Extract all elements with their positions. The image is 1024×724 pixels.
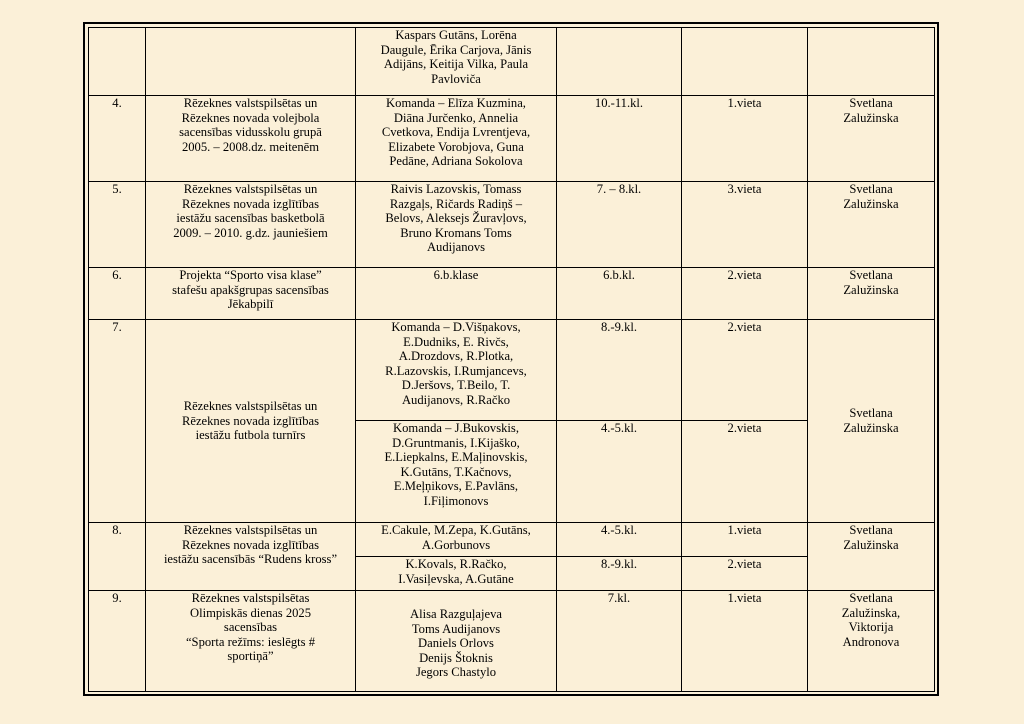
cell-event [146,28,356,96]
cell-number: 5. [89,182,146,268]
cell-place: 1.vieta [682,591,808,692]
cell-teacher: Svetlana Zalužinska, Viktorija Andronova [808,591,935,692]
cell-grade [557,28,682,96]
cell-teacher: Svetlana Zalužinska [808,268,935,320]
table-row [89,28,935,96]
cell-participants: Alisa Razguļajeva Toms Audijanovs Daniels Orlovs Denijs Štoknis Jegors Chastylo [356,591,557,692]
table-row [89,182,935,268]
table-row [89,96,935,182]
cell-event: Rēzeknes valstspilsētas un Rēzeknes novada volejbola sacensības vidusskolu grupā 2005. – 2008.dz. meitenēm [146,96,356,182]
cell-grade: 8.-9.kl. [557,557,682,591]
cell-grade: 4.-5.kl. [557,421,682,523]
cell-teacher [808,28,935,96]
cell-participants: Raivis Lazovskis, Tomass Razgaļs, Ričards Radiņš – Belovs, Aleksejs Žuravļovs, Bruno Kromans Toms Audijanovs [356,182,557,268]
table-row [89,591,935,692]
cell-event: Rēzeknes valstspilsētas un Rēzeknes novada izglītības iestāžu sacensībās “Rudens kross” [146,523,356,591]
cell-grade: 10.-11.kl. [557,96,682,182]
cell-place: 2.vieta [682,268,808,320]
cell-participants: 6.b.klase [356,268,557,320]
cell-event: Rēzeknes valstspilsētas un Rēzeknes novada izglītības iestāžu sacensības basketbolā 2009. – 2010. g.dz. jauniešiem [146,182,356,268]
cell-participants: Komanda – D.Višņakovs, E.Dudniks, E. Rivčs, A.Drozdovs, R.Plotka, R.Lazovskis, I.Rumjancevs, D.Jeršovs, T.Beilo, T. Audijanovs, R.Račko [356,320,557,421]
cell-teacher: Svetlana Zalužinska [808,523,935,591]
cell-grade: 6.b.kl. [557,268,682,320]
cell-number [89,28,146,96]
cell-event: Rēzeknes valstspilsētas Olimpiskās dienas 2025 sacensības “Sporta režīms: ieslēgts # sportiņā” [146,591,356,692]
cell-participants: Komanda – Elīza Kuzmina, Diāna Jurčenko, Annelia Cvetkova, Endija Lvrentjeva, Elizabete Vorobjova, Guna Pedāne, Adriana Sokolova [356,96,557,182]
cell-number: 8. [89,523,146,591]
cell-event: Rēzeknes valstspilsētas un Rēzeknes novada izglītības iestāžu futbola turnīrs [146,320,356,523]
cell-place: 3.vieta [682,182,808,268]
cell-number: 9. [89,591,146,692]
cell-place: 2.vieta [682,421,808,523]
cell-participants: K.Kovals, R.Račko, I.Vasiļevska, A.Gutāne [356,557,557,591]
results-table [88,27,935,692]
cell-participants: Kaspars Gutāns, Lorēna Daugule, Ērika Carjova, Jānis Adijāns, Keitija Vilka, Paula Pavloviča [356,28,557,96]
cell-event: Projekta “Sporto visa klase” stafešu apakšgrupas sacensības Jēkabpilī [146,268,356,320]
cell-participants: E.Cakule, M.Zepa, K.Gutāns, A.Gorbunovs [356,523,557,557]
cell-place: 1.vieta [682,96,808,182]
cell-teacher: Svetlana Zalužinska [808,182,935,268]
cell-grade: 7.kl. [557,591,682,692]
cell-number: 4. [89,96,146,182]
cell-participants: Komanda – J.Bukovskis, D.Gruntmanis, I.Kijaško, E.Liepkalns, E.Maļinovskis, K.Gutāns, T.Kačnovs, E.Meļņikovs, E.Pavlāns, I.Fiļimonovs [356,421,557,523]
cell-number: 7. [89,320,146,523]
cell-place [682,28,808,96]
cell-grade: 7. – 8.kl. [557,182,682,268]
table-row [89,523,935,557]
cell-place: 1.vieta [682,523,808,557]
cell-grade: 8.-9.kl. [557,320,682,421]
cell-teacher: Svetlana Zalužinska [808,320,935,523]
cell-place: 2.vieta [682,320,808,421]
cell-teacher: Svetlana Zalužinska [808,96,935,182]
cell-number: 6. [89,268,146,320]
table-row [89,320,935,421]
table-row [89,268,935,320]
cell-grade: 4.-5.kl. [557,523,682,557]
cell-place: 2.vieta [682,557,808,591]
